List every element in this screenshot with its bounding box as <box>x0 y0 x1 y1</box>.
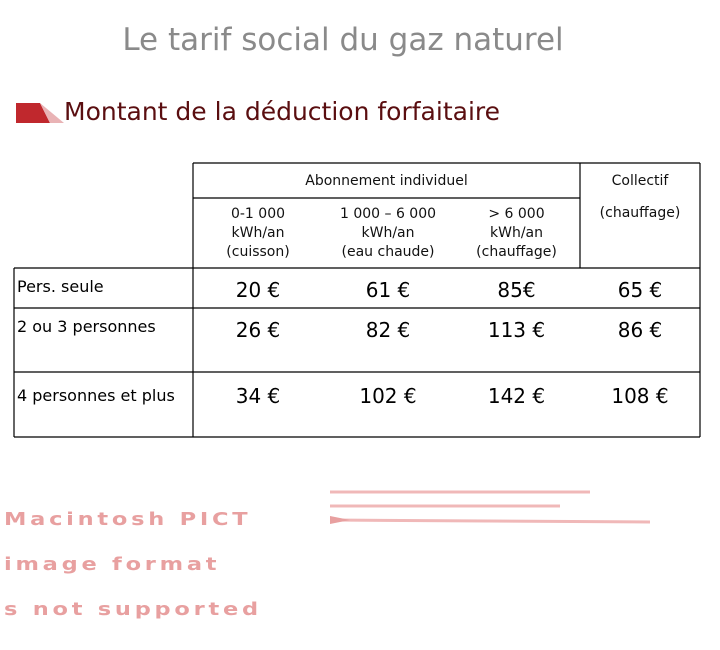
value-cell: 20 € <box>235 278 281 302</box>
column-header-line: (chauffage) <box>599 204 681 221</box>
placeholder-line: image format <box>4 554 221 575</box>
slide-subtitle: Montant de la déduction forfaitaire <box>64 97 500 126</box>
header-collective: Collectif <box>611 172 669 189</box>
column-header-line: (chauffage) <box>476 243 557 260</box>
row-label-2-ou-3-personnes: 2 ou 3 personnes <box>17 316 156 336</box>
column-header-line: 1 000 – 6 000 <box>339 205 437 222</box>
value-cell: 86 € <box>617 318 663 342</box>
column-header-line: 0-1 000 <box>230 205 286 222</box>
row-label-4-personnes-et-plus: 4 personnes et plus <box>17 385 175 405</box>
header-individual: Abonnement individuel <box>305 172 468 189</box>
column-header-line: kWh/an <box>361 224 415 241</box>
row-label-pers-seule: Pers. seule <box>17 276 104 296</box>
column-header-line: kWh/an <box>231 224 285 241</box>
value-cell: 65 € <box>617 278 663 302</box>
value-cell: 102 € <box>359 384 417 408</box>
value-cell: 113 € <box>487 318 546 342</box>
column-header-line: > 6 000 <box>488 205 545 222</box>
placeholder-line: s not supported <box>4 599 262 620</box>
unsupported-image-placeholder <box>0 482 720 620</box>
value-cell: 142 € <box>487 384 546 408</box>
column-header-line: (eau chaude) <box>341 243 435 260</box>
value-cell: 26 € <box>235 318 281 342</box>
slide-title: Le tarif social du gaz naturel <box>122 22 564 58</box>
value-cell: 61 € <box>365 278 411 302</box>
column-header-line: kWh/an <box>490 224 543 241</box>
column-header-collectif-chauffage <box>580 199 700 227</box>
value-cell: 82 € <box>365 318 411 342</box>
column-header-cuisson <box>193 199 323 267</box>
column-header-chauffage <box>453 199 580 267</box>
value-cell: 108 € <box>611 384 669 408</box>
placeholder-line: Macintosh PICT <box>4 509 252 530</box>
value-cell: 34 € <box>235 384 281 408</box>
placeholder-text <box>4 482 262 647</box>
column-header-line: (cuisson) <box>226 243 290 260</box>
column-header-eau-chaude <box>323 199 453 267</box>
value-cell: 85€ <box>497 278 536 302</box>
